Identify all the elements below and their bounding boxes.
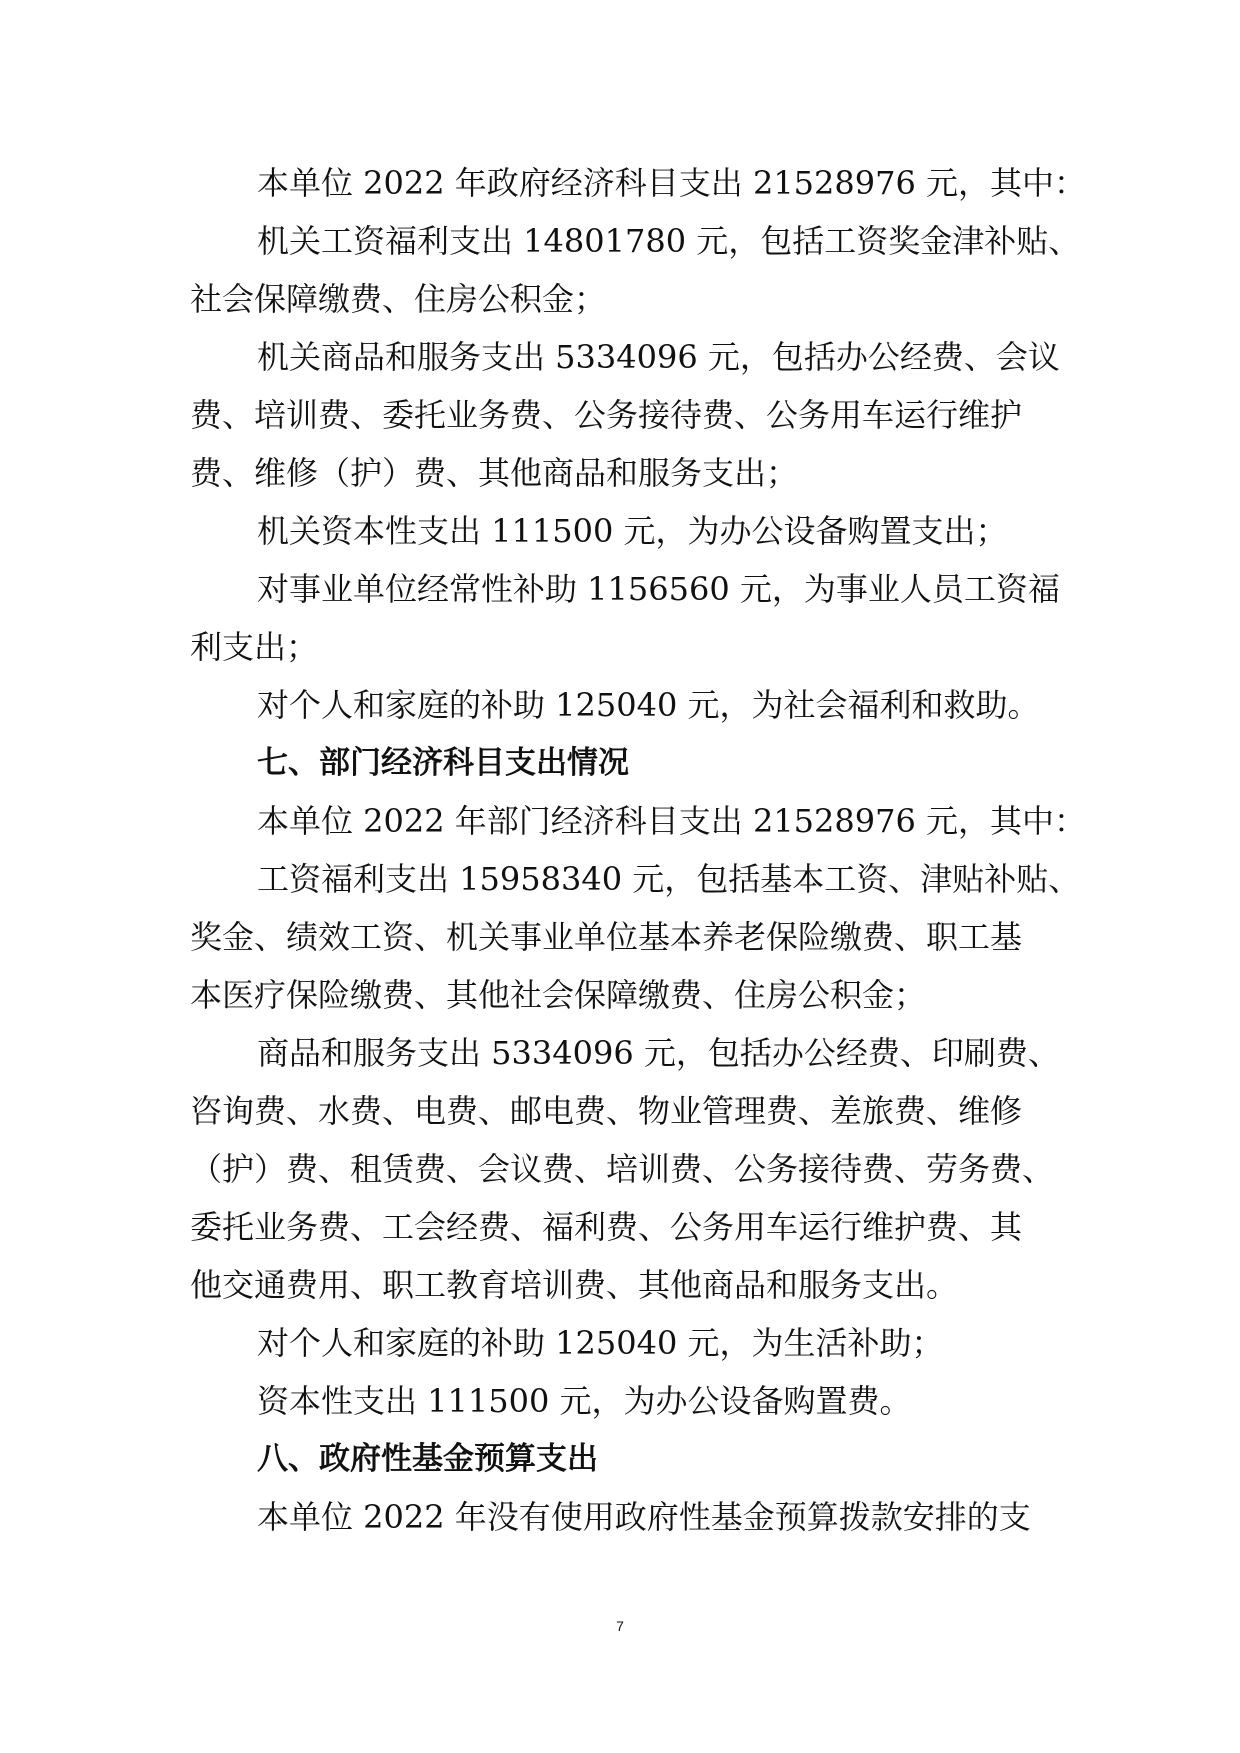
paragraph-line: 本医疗保险缴费、其他社会保障缴费、住房公积金； <box>190 976 927 1014</box>
paragraph-line: 对个人和家庭的补助 125040 元，为社会福利和救助。 <box>257 686 1040 724</box>
paragraph-line: 机关工资福利支出 14801780 元，包括工资奖金津补贴、 <box>257 222 1081 260</box>
paragraph-line: 本单位 2022 年部门经济科目支出 21528976 元，其中： <box>257 802 1087 840</box>
paragraph-line: 机关资本性支出 111500 元，为办公设备购置支出； <box>257 512 1008 550</box>
paragraph-line: 费、培训费、委托业务费、公务接待费、公务用车运行维护 <box>190 396 1023 434</box>
paragraph-line: 本单位 2022 年政府经济科目支出 21528976 元，其中： <box>257 164 1087 202</box>
paragraph-line: 对个人和家庭的补助 125040 元，为生活补助； <box>257 1324 944 1362</box>
paragraph-line: 咨询费、水费、电费、邮电费、物业管理费、差旅费、维修 <box>190 1092 1023 1130</box>
paragraph-line: 资本性支出 111500 元，为办公设备购置费。 <box>257 1382 912 1420</box>
paragraph-line: 对事业单位经常性补助 1156560 元，为事业人员工资福 <box>257 570 1060 608</box>
paragraph-line: 费、维修（护）费、其他商品和服务支出； <box>190 454 799 492</box>
paragraph-line: （护）费、租赁费、会议费、培训费、公务接待费、劳务费、 <box>190 1150 1055 1188</box>
paragraph-line: 本单位 2022 年没有使用政府性基金预算拨款安排的支 <box>257 1498 1031 1536</box>
paragraph-line: 委托业务费、工会经费、福利费、公务用车运行维护费、其 <box>190 1208 1023 1246</box>
paragraph-line: 奖金、绩效工资、机关事业单位基本养老保险缴费、职工基 <box>190 918 1023 956</box>
paragraph-line: 社会保障缴费、住房公积金； <box>190 280 607 318</box>
paragraph-line: 工资福利支出 15958340 元，包括基本工资、津贴补贴、 <box>257 860 1081 898</box>
section-heading: 八、政府性基金预算支出 <box>257 1441 598 1477</box>
paragraph-line: 利支出； <box>190 628 319 666</box>
paragraph-line: 商品和服务支出 5334096 元，包括办公经费、印刷费、 <box>257 1034 1060 1072</box>
paragraph-line: 他交通费用、职工教育培训费、其他商品和服务支出。 <box>190 1266 959 1304</box>
paragraph-line: 机关商品和服务支出 5334096 元，包括办公经费、会议 <box>257 338 1060 376</box>
section-heading: 七、部门经济科目支出情况 <box>257 745 629 781</box>
page-number: 7 <box>616 1618 624 1634</box>
